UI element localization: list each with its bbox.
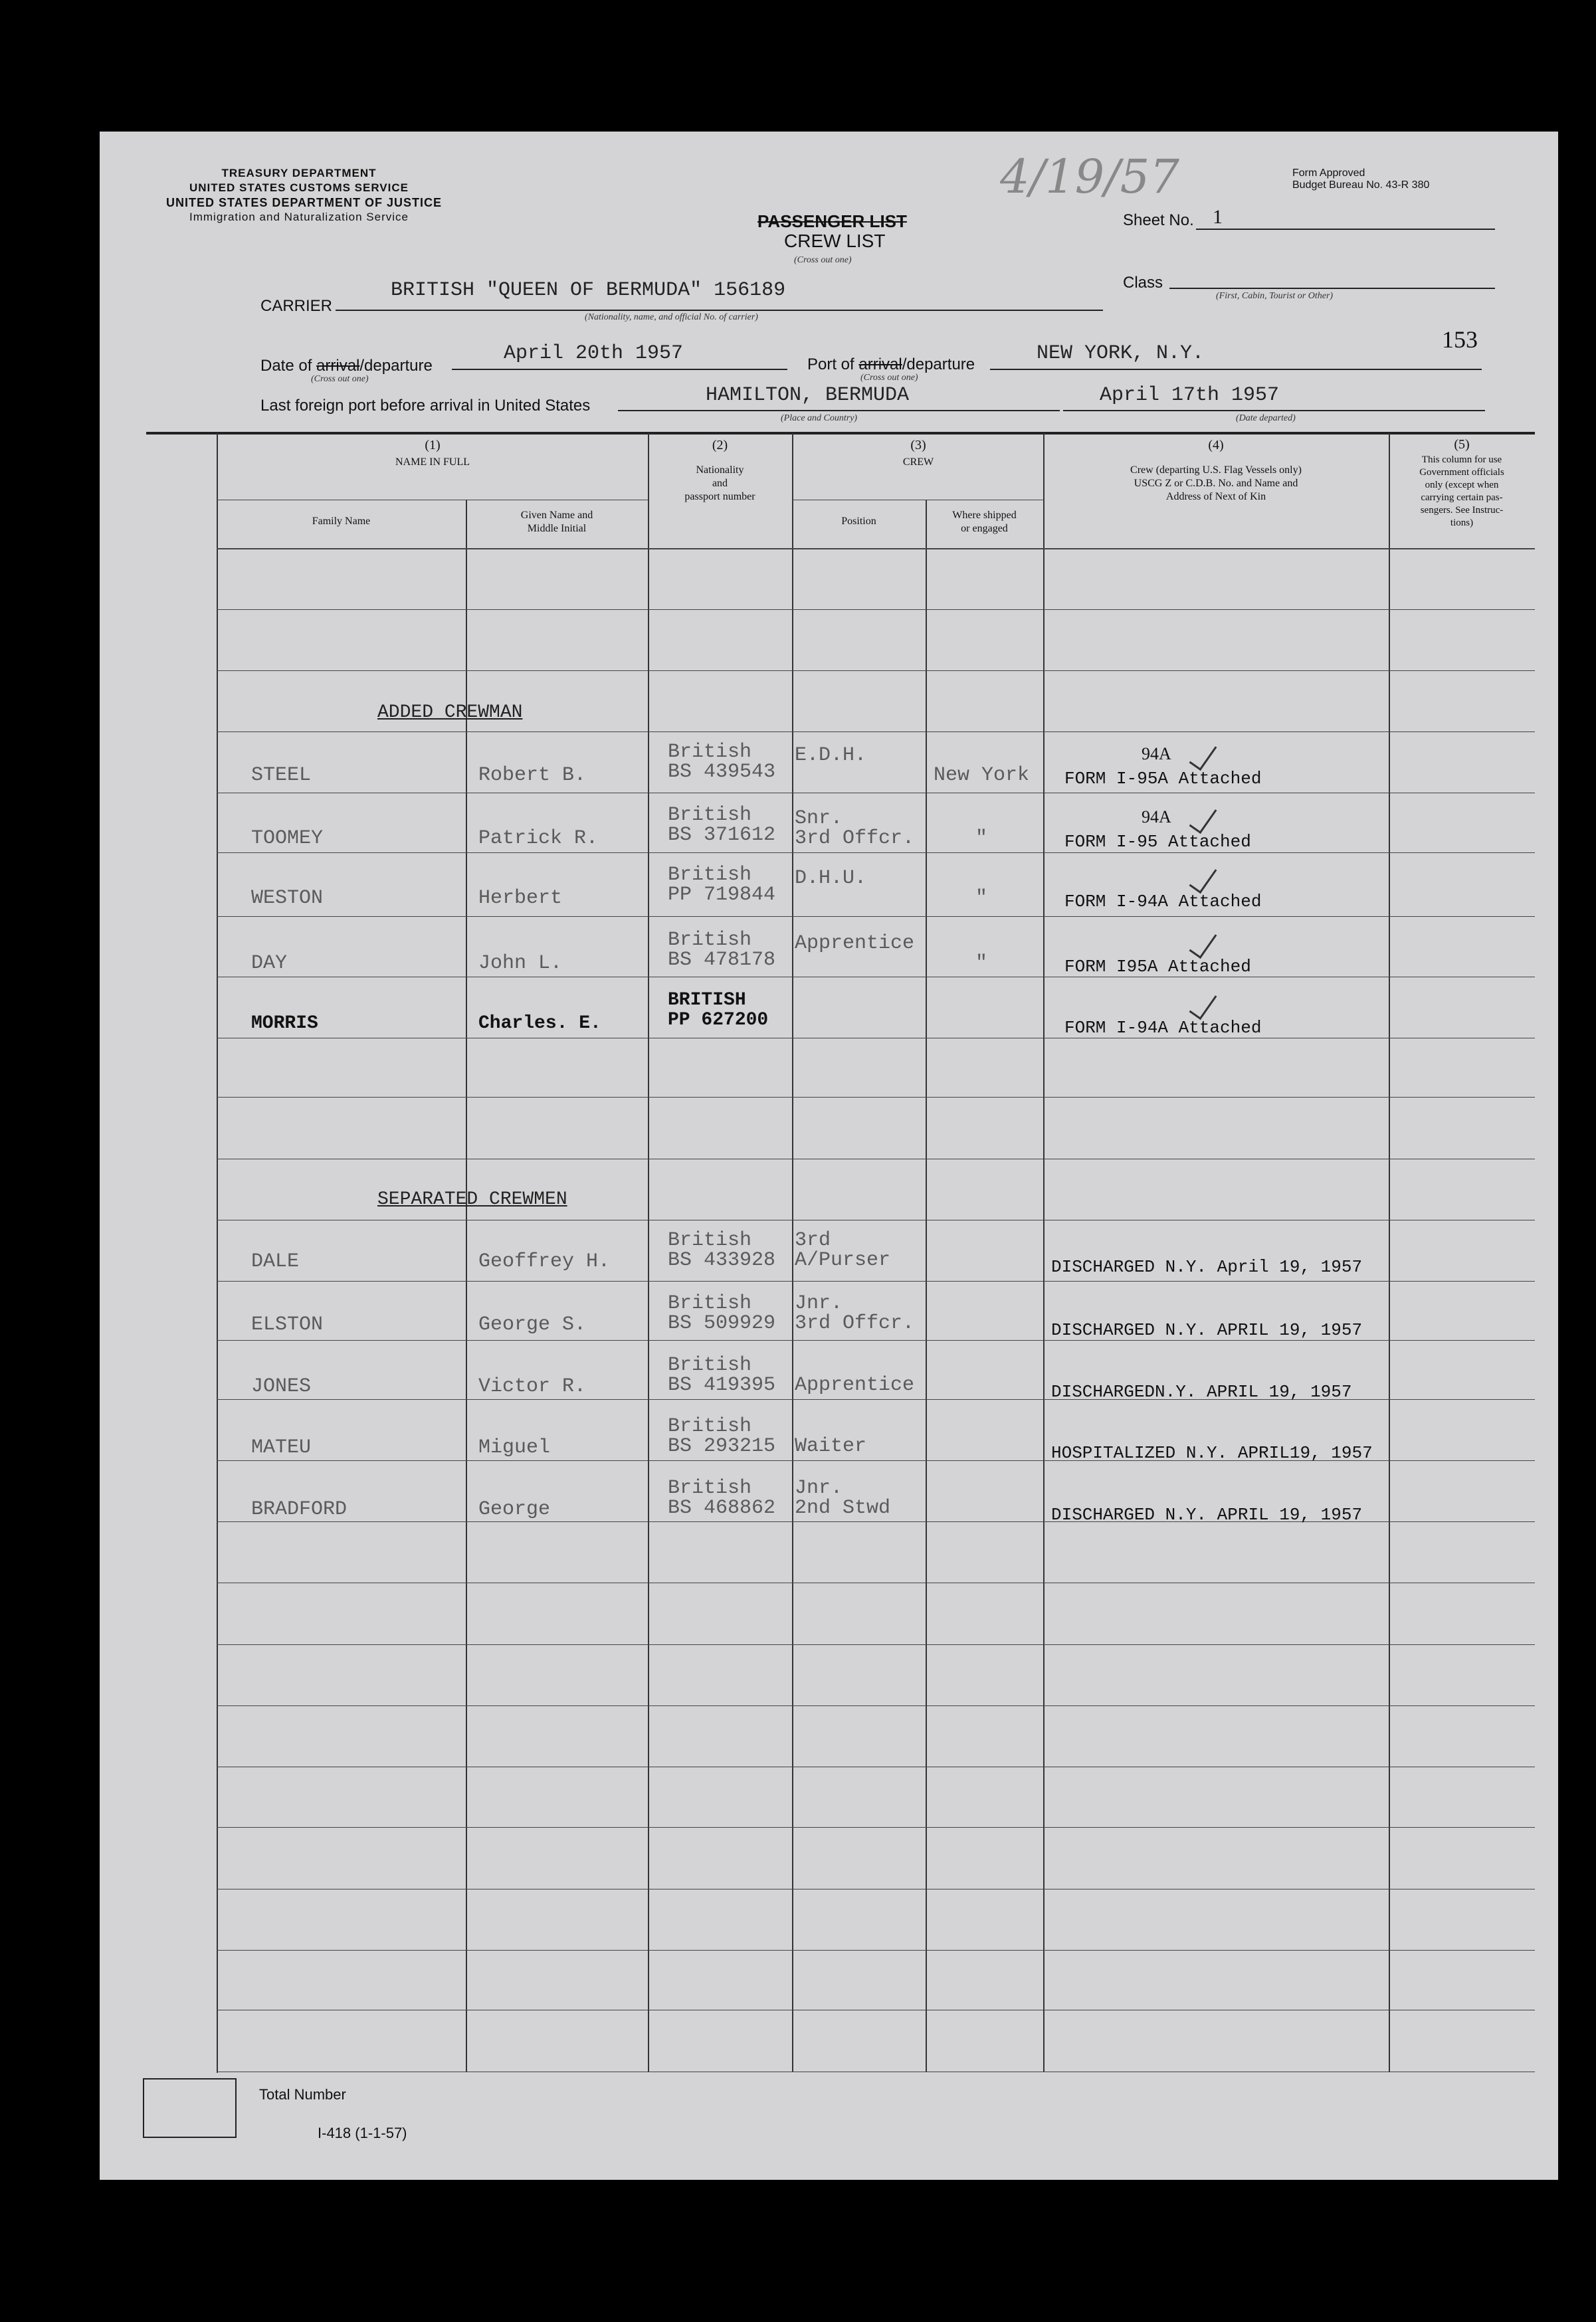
family-name-cell: BRADFORD (251, 1498, 348, 1521)
position-cell: 3rd (795, 1229, 831, 1252)
where-shipped-header (926, 509, 1043, 535)
last-port-date-hint: (Date departed) (1236, 413, 1296, 423)
row-rule (217, 1340, 1535, 1341)
passport-cell: BS 433928 (668, 1249, 776, 1272)
date-label-struck: arrival (316, 357, 360, 375)
col-divider-where (926, 500, 927, 2072)
nationality-cell: British (668, 929, 752, 951)
agency-line-3: UNITED STATES DEPARTMENT OF JUSTICE (166, 196, 443, 209)
col5-line-4: carrying certain pas- (1421, 492, 1503, 503)
last-port-place: HAMILTON, BERMUDA (706, 384, 910, 407)
family-name-cell: MORRIS (251, 1013, 318, 1034)
where-shipped-cell: " (975, 887, 988, 910)
sheet-label: Sheet No. (1123, 211, 1194, 229)
sheet-underline (1196, 229, 1495, 230)
port-hint: (Cross out one) (860, 373, 918, 383)
handwritten-note: 94A (1142, 744, 1171, 763)
date-underline (452, 369, 787, 370)
given-name-cell: Miguel (478, 1436, 551, 1459)
where-shipped-header-2: or engaged (961, 523, 1008, 534)
given-name-cell: Geoffrey H. (478, 1250, 611, 1273)
row-rule (217, 1097, 1535, 1098)
col3-number: (3) (910, 438, 926, 452)
crew-list-title: CREW LIST (784, 231, 886, 251)
col5-line-6: tions) (1450, 518, 1474, 528)
port-label-post: /departure (902, 355, 975, 373)
position-cell: Snr. (795, 807, 843, 830)
class-hint: (First, Cabin, Tourist or Other) (1216, 291, 1334, 301)
col5-line-3: only (except when (1425, 480, 1499, 490)
nationality-cell: British (668, 1292, 752, 1315)
given-name-header (466, 509, 648, 535)
separated-crewmen-heading: SEPARATED CREWMEN (377, 1189, 567, 1210)
col2-line-1: Nationality (696, 464, 744, 476)
row-rule (217, 1644, 1535, 1645)
col1-title: NAME IN FULL (395, 456, 470, 468)
where-shipped-header-1: Where shipped (952, 510, 1017, 521)
form-approval (1292, 167, 1429, 191)
passport-cell: BS 439543 (668, 761, 776, 783)
where-shipped-cell: New York (934, 764, 1030, 787)
date-label (260, 357, 433, 375)
port-value: NEW YORK, N.Y. (1037, 342, 1205, 365)
family-name-cell: TOOMEY (251, 827, 324, 850)
family-name-cell: JONES (251, 1375, 312, 1398)
col5-header (1389, 438, 1535, 530)
nationality-cell: British (668, 1415, 752, 1438)
col-divider-crew (792, 433, 793, 2072)
remark-cell: FORM I-94A Attached (1064, 1018, 1262, 1038)
passport-cell: BS 371612 (668, 824, 776, 846)
col4-number: (4) (1208, 438, 1224, 452)
port-label-struck: arrival (858, 355, 902, 373)
last-port-place-hint: (Place and Country) (781, 413, 858, 423)
given-name-cell: Charles. E. (478, 1013, 601, 1034)
form-code: I-418 (1-1-57) (318, 2125, 407, 2141)
col4-line-2: USCG Z or C.D.B. No. and Name and (1134, 478, 1298, 489)
remark-cell: DISCHARGED N.Y. APRIL 19, 1957 (1051, 1320, 1363, 1340)
agency-line-4: Immigration and Naturalization Service (189, 211, 409, 223)
remark-cell: DISCHARGEDN.Y. APRIL 19, 1957 (1051, 1382, 1352, 1402)
row-rule (217, 1705, 1535, 1706)
col-divider-nationality (648, 433, 649, 2072)
col2-number: (2) (712, 438, 728, 452)
given-name-cell: Victor R. (478, 1375, 587, 1398)
given-name-cell: Herbert (478, 887, 563, 910)
passport-cell: BS 478178 (668, 949, 776, 971)
handwritten-date: 4/19/57 (1000, 149, 1179, 204)
passenger-list-struck: PASSENGER LIST (757, 211, 907, 231)
class-label: Class (1123, 274, 1163, 292)
position-cell: Jnr. (795, 1292, 843, 1315)
col-divider-officials (1389, 433, 1390, 2072)
carrier-underline (336, 310, 1103, 311)
agency-line-2: UNITED STATES CUSTOMS SERVICE (189, 181, 409, 194)
class-underline (1169, 288, 1495, 289)
sheet-value: 1 (1213, 206, 1223, 228)
total-number-box (143, 2078, 237, 2138)
nationality-cell: BRITISH (668, 990, 746, 1011)
given-name-cell: George (478, 1498, 551, 1521)
remark-cell: HOSPITALIZED N.Y. APRIL19, 1957 (1051, 1443, 1373, 1463)
total-number-label: Total Number (259, 2086, 346, 2103)
family-name-cell: DAY (251, 952, 288, 975)
where-shipped-cell: " (975, 827, 988, 850)
given-name-cell: Patrick R. (478, 827, 599, 850)
col1-number: (1) (425, 438, 441, 452)
row-rule (217, 609, 1535, 610)
col5-line-5: sengers. See Instruc- (1420, 505, 1504, 516)
nationality-cell: British (668, 1354, 752, 1377)
col5-number: (5) (1454, 437, 1470, 452)
given-name-header-1: Given Name and (520, 510, 593, 521)
last-port-date: April 17th 1957 (1100, 384, 1280, 407)
passport-cell: BS 468862 (668, 1497, 776, 1519)
date-hint: (Cross out one) (311, 374, 369, 384)
row-rule (217, 1950, 1535, 1951)
port-label-pre: Port of (807, 355, 859, 373)
remark-cell: FORM I95A Attached (1064, 957, 1251, 977)
family-name-cell: WESTON (251, 887, 324, 910)
row-rule (217, 670, 1535, 671)
where-shipped-cell: " (975, 952, 988, 975)
col-divider-remarks (1043, 433, 1045, 2072)
position-cell: D.H.U. (795, 867, 867, 890)
col5-line-2: Government officials (1419, 467, 1504, 478)
passport-cell: PP 719844 (668, 884, 776, 906)
passport-cell: PP 627200 (668, 1010, 769, 1030)
passport-cell: BS 509929 (668, 1312, 776, 1335)
position-cell-line-2: 3rd Offcr. (795, 827, 915, 850)
position-header: Position (841, 516, 876, 527)
agency-header (166, 166, 443, 225)
col4-line-1: Crew (departing U.S. Flag Vessels only) (1130, 464, 1302, 476)
row-rule (217, 852, 1535, 853)
family-name-cell: STEEL (251, 764, 312, 787)
col4-line-3: Address of Next of Kin (1165, 491, 1266, 502)
added-crewman-heading: ADDED CREWMAN (377, 702, 523, 723)
row-rule (217, 1281, 1535, 1282)
position-cell: Apprentice (795, 932, 915, 955)
col-divider-given (466, 500, 467, 2072)
remark-cell: FORM I-94A Attached (1064, 892, 1262, 912)
passport-cell: BS 419395 (668, 1374, 776, 1397)
family-name-cell: MATEU (251, 1436, 312, 1459)
date-label-pre: Date of (260, 357, 317, 375)
col2-line-3: passport number (684, 491, 755, 502)
family-name-cell: DALE (251, 1250, 300, 1273)
row-rule (217, 731, 1535, 732)
given-name-cell: John L. (478, 952, 563, 975)
col3-title: CREW (902, 456, 934, 468)
family-name-header: Family Name (312, 516, 371, 527)
port-label (807, 355, 975, 374)
col4-header (1043, 438, 1389, 504)
remark-cell: DISCHARGED N.Y. April 19, 1957 (1051, 1257, 1363, 1277)
page-number: 153 (1442, 326, 1478, 353)
position-cell-line-2: 3rd Offcr. (795, 1312, 915, 1335)
carrier-hint: (Nationality, name, and official No. of carrier) (585, 312, 758, 322)
row-rule (217, 1827, 1535, 1828)
family-name-cell: ELSTON (251, 1313, 324, 1336)
col1-header (217, 438, 648, 469)
row-rule (217, 916, 1535, 917)
port-underline (990, 369, 1482, 370)
last-port-underline (618, 410, 1060, 411)
col2-line-2: and (712, 478, 728, 489)
position-cell: E.D.H. (795, 744, 867, 767)
remark-cell: DISCHARGED N.Y. APRIL 19, 1957 (1051, 1505, 1363, 1525)
departure-date-value: April 20th 1957 (504, 342, 684, 365)
nationality-cell: British (668, 741, 752, 763)
remark-cell: FORM I-95 Attached (1064, 832, 1251, 852)
position-cell-line-2: 2nd Stwd (795, 1497, 891, 1519)
nationality-cell: British (668, 1229, 752, 1252)
given-name-cell: George S. (478, 1313, 587, 1336)
last-port-date-underline (1063, 410, 1485, 411)
date-label-post: /departure (359, 357, 433, 375)
col2-header (648, 438, 792, 504)
title-hint: (Cross out one) (794, 255, 852, 265)
table-top-rule (146, 432, 1535, 435)
nationality-cell: British (668, 1477, 752, 1500)
position-cell-line-2: A/Purser (795, 1249, 891, 1272)
remark-cell: FORM I-95A Attached (1064, 769, 1262, 789)
position-cell: Jnr. (795, 1477, 843, 1500)
carrier-value: BRITISH "QUEEN OF BERMUDA" 156189 (391, 279, 786, 302)
position-cell: Waiter (795, 1435, 867, 1458)
budget-bureau-text: Budget Bureau No. 43-R 380 (1292, 179, 1430, 191)
header-bottom-rule (217, 548, 1535, 549)
nationality-cell: British (668, 804, 752, 826)
given-name-header-2: Middle Initial (527, 523, 587, 534)
nationality-cell: British (668, 864, 752, 886)
carrier-label: CARRIER (260, 297, 333, 315)
passport-cell: BS 293215 (668, 1435, 776, 1458)
form-approved-text: Form Approved (1292, 167, 1365, 179)
col5-line-1: This column for use (1421, 454, 1502, 465)
position-cell: Apprentice (795, 1374, 915, 1397)
given-name-cell: Robert B. (478, 764, 587, 787)
handwritten-note: 94A (1142, 807, 1171, 826)
col3-header (792, 438, 1045, 469)
last-port-label: Last foreign port before arrival in United States (260, 397, 591, 415)
agency-line-1: TREASURY DEPARTMENT (221, 167, 377, 179)
